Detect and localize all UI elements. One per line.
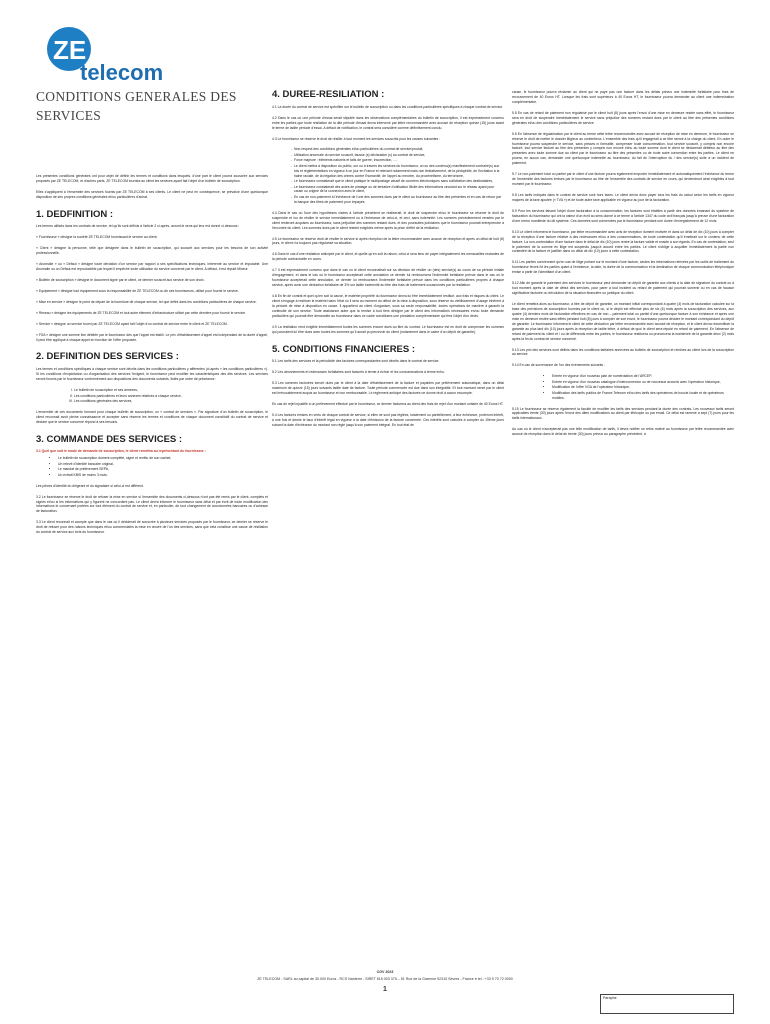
paragraph: 4.9 La résiliation rend exigible immédiatement toutes les sommes encore dues au titre du contrat. Le fournisseur est en droit de compenser les sommes qui pourraient lui être dues avec toutes les sommes qu'il aurait pu percevoir du client (notamment dans le cadre d'un dépôt de garantie). [272, 324, 504, 334]
ze-telecom-logo [36, 22, 186, 88]
paragraph: « Fournisseur » désigne la société ZE TELECOM fournissant le service au client. [36, 235, 158, 240]
list-item: II. Les conditions particulières et leurs annexes relatives à chaque service, [74, 394, 268, 399]
logo-letters: ZE [53, 35, 87, 65]
paragraph: « FSA » désigne une somme fixe débitée par le fournisseur dès que l'appel est établi. Le prix d'établissement d'appel est indépendant de la durée d'appel, il peut être appliqué à chaque appel en fonction de l'offre proposée. [36, 332, 268, 342]
list-item: • Entrée en vigueur d'un nouveau plan de numérotation de l'ARCEP, [552, 374, 734, 379]
paragraph: 4.2 Dans le cas où une période d'essai serait stipulée dans les observations complémentaires du bulletin de souscription, il est expressément convenu entre les parties que toute résiliation de la dite période d'essai devra intervenir par lettre recommandée avec accusé de réception quinze (15) jours avant le terme de ladite période d'essai. A défaut de notification, le contrat sera considéré comme définitivement conclu. [272, 115, 504, 130]
paragraph: « Réseau » désigne les équipements de ZE TELECOM et tout autre élément d'infrastructure utilisé par cette dernière pour fournir le service. [36, 310, 246, 315]
paraphe-box[interactable] [600, 994, 734, 1014]
list-item: III. Les conditions générales des services, [74, 399, 268, 404]
column-middle [272, 88, 504, 434]
paragraph: 5.6 En l'absence de régularisation par le client au terme cette lettre recommandée avec accusé de réception de mise en demeure, le fournisseur se réserve le droit de mettre le dossier litigieux au contentieux. L'ensemble des frais qu'il engagerait à ce titre seront à la charge du client. En outre le fournisseur pourra suspendre le service, sans préavis ni formalité, compenser toute consommation, tout service souscrit, y compris non encore facturé, tout service facturé au titre des présentes y compris non encore échu au toute somme dont le client se déclarerait débiteur au titre des présentes avec toute somme due au client par le fournisseur au titre des présentes ou de toute autre convention entre les parties. Le client ne pourra, en aucun cas, demander une quelconque indemnité au fournisseur, du fait de l'interruption du / des service(s) suite à un incident de paiement. [512, 131, 734, 166]
paragraph: 5.12 Afin de garantir le paiement des services le fournisseur peut demander un dépôt de garantie aux clients à la date de signature du contrat ou à tout moment après la date de début des services, pour parer à tout incident ou retard de paiement qui pourrait survenir ou en cas de hausse significative facturée ou dévolution de la situation financière ou juridique du client. [512, 281, 734, 296]
paragraph: 5.14 En cas de survenance de l'un des événements suivants : [512, 363, 606, 368]
paragraph: 4.3 Le fournisseur se réserve le droit de résilier à tout moment les services souscrits pour les causes suivantes : [272, 136, 441, 141]
list-item: • Entrée en vigueur d'un nouveau catalogue d'interconnexion ou de nouveaux accords avec l'opérateur historique, [552, 380, 734, 385]
paragraph: 5.9 Pour les services faisant l'objet d'une facturation à la consommation, les factures sont établies à partir des données émanant du système de facturation du fournisseur qui ont la valeur d'un écrit au sens donné à ce terme à l'article 1347 du code civil français jusqu'à preuve d'une facturation d'une erreur manifeste du dit système. Ces données sont conservées par le fournisseur pendant une durée d'enregistrement de 12 mois. [512, 208, 734, 223]
footer-address: ZE TELECOM - SARL au capital de 30.000 Euros - RCS Nanterre - SIRET 815 003 375 – 51 Rue de la Garenne 92310 Sèvres - France ● tel : +33 9 70 72 0000 [257, 977, 513, 981]
paragraph: 3.3 Le client reconnait et accepte que dans le cas où il déciderait de souscrire à plusieurs services proposés par le fournisseur, ce dernier se réserve le droit de refuser pour des raisons techniques et/ou commerciales la mise en œuvre de l'un des services, sans que cela constitue une cause de résiliation du contrat de service aux torts du fournisseur. [36, 520, 268, 535]
paragraph: 4.5 Le fournisseur se réserve droit de résilier le service si après réception de la lettre recommandée avec accusé de réception et après un délai de huit (8) jours, le client n'a toujours pas régularisé sa situation. [272, 236, 504, 246]
precedence-list [36, 388, 268, 404]
list-item: • Un extrait KBIS de moins 3 mois. [58, 473, 268, 478]
paragraph: En cas de rejet injustifié à un prélèvement effectué par le fournisseur, ce dernier facturera au client des frais de rejet d'un montant unitaire de 40 Euros HT. [272, 402, 504, 407]
list-item: - Utilisation anormale du service souscrit, fausse (s) déclaration (s) au contrat de service, [294, 153, 504, 158]
paragraph: 5.4 Les factures émises en vertu de chaque contrat de service, si elles ne sont pas réglées, totalement ou partiellement, à leur échéance, porteront intérêt, à une fois et demie le taux d'intérêt légal en vigueur à la date d'émission de la facture concernée. Ces intérêts sont calculés à compter du 15ème jours suivant la date d'échéance du montant non réglé jusqu'à son paiement intégral. En tout état de [272, 412, 504, 427]
paragraph: Les pièces d'identité du dirigeant et du signataire si celui-ci est différent. [36, 483, 144, 488]
paragraph: Le client remettra alors au fournisseur, à titre de dépôt de garantie, un montant initial correspondant à quatre (4) mois de facturation calculée sur la base des prévisions de souscription fournies par le client ou, si le dépôt est effectué plus de six (6) mois après la souscription des services, aux quatre (4) derniers mois de facturation effectives en cas de non – paiement total ou partiel d'une quelconque facture à son échéance et après une mise en demeure restée sans effets pendant huit (8) jours à compter de son envoi, le fournisseur pourra déduire le montant correspondant du dépôt de garantie. Le fournisseur informera le client de cette déduction par lettre recommandée avec accusé de réception, et le client devra reconstituer la garantie au plus tard dix (10) jours après la réception de ladite lettre, à défaut de quoi le client sera réputé en retard de paiement. En l'absence de retard de paiement du client et / ou de différends entre les parties, le fournisseur restituera ou prononcera la mainlevée de la garantie deux (2) mois après la fin du contrat de service concerné. [512, 302, 734, 341]
paragraph: 4.4 Dans le cas où l'une des hypothèses visées à l'article précédent se réaliserait, le droit de suspendre et/ou le fournisseur se réserve le droit de suspendre et /ou de résilier le service immédiatement ou à l'échéance de celui-ci, et ceci, sans indemnité. Les sommes précédemment versées par le client resteront acquises au fournisseur, sans préjudice des sommes restant dues, et des poursuites judiciaires que le fournisseur pourrait entreprendre à l'encontre du client. Les sommes dues par le client restent exigibles même après la prise d'effet de la résiliation. [272, 210, 504, 230]
paragraph: 5.3 Les sommes facturées seront dues par le client à la date d'établissement de la facture et payables par prélèvement automatique, dans un délai maximum de quinze (15) jours suivants ladite date de facture. Toute période commencée est due dans son intégralité. Et tout montant versé par le client est irrévocablement acquis au fournisseur et non remboursable. Le règlement anticipé des factures ne donne droit à aucun escompte. [272, 381, 504, 396]
paragraph: « Bulletin de souscription » désigne le document signé par le client, ce dernier souscrit aux service de son choix. [36, 277, 205, 282]
paragraph: cause, le fournisseur pourra réclamer au client qui ne paye pas une facture dans les délais prévus une indemnité forfaitaire pour frais de recouvrement de 40 Euros HT. Lorsque les frais sont supérieurs à 40 Euros HT, le fournisseur pourra demander au client une indemnisation complémentaire. [512, 90, 734, 104]
paragraph: « Anomalie » ou « Défaut » désigne toute déviation d'un service par rapport à ses spécifications techniques, inhérente au service et imputable. Une Anomalie ou un Défaut est reproductible par lequel il empêche toute utilisation du service concerné par le client. A défaut, il est réputé Mineur. [36, 262, 268, 271]
events-list [512, 374, 734, 400]
required-documents-list [36, 456, 268, 477]
list-item: - Le client mettra à disposition du public, sur ou à travers les services du fournisseur, un ou des contenu(s) manifestement contraire(s) aux lois et réglementations en vigueur à ce jour en France et relevant notamment mais non limitativement, de la pédophilie, de l'incitation à la haine raciale, de la négation des crimes contre l'humanité, de l'appel au meurtre, du proxénétisme, du terrorisme, [294, 164, 504, 179]
list-item: • Modification des tarifs publics de France Telecom et/ou des tarifs des opérateurs de boucle locale et de opérateurs mobiles. [552, 391, 734, 401]
paragraph: 5.10 Le client informera le fournisseur, par lettre recommandée avec avis de réception dument motivée et dans un délai de dix (10) jours à compter de la réception d'une facture relative à des redevances et/ou à des consommations, de toute contestation qu'il émettrait sur le contenu de cette facture. La non-contestation d'une facture dans le délai de dix (10) jours rentre la facture valide et exacte à son égards. En cas de contestation, seul le paiement de la somme en litige est suspendu jusqu'à accord entre les parties. Le client s'oblige à acquitter immédiatement la partie non contestée de la facture et justifier dans un délai de dix (10) jours à cette contestation. [512, 229, 734, 254]
paragraph: 5.1 Les tarifs des services et la périodicité des factures correspondantes sont décrits dans le contrat de service. [272, 359, 440, 364]
paragraph: 5.8 Les tarifs indiqués dans le contrat de service sont hors taxes. Le client devra donc payer tous les frais du calcul selon les tarifs en vigueur majorés de la taxe ajoutée (« TVA ») et de toute autre taxe applicable en vigueur au jour de la facturation. [512, 193, 734, 202]
paragraph: L'ensemble de ces documents formant pour chaque bulletin de souscription, un « contrat de services ». Par signature d'un bulletin de souscription, le client reconnait avoir pleine connaissance et accepter sans réserve les termes et conditions de chaque document constitutif du contrat de service et déclare que le service concerné répond à ses besoins. [36, 409, 268, 424]
intro-paragraph: Elles s'appliquent à l'ensemble des services fournis par ZE TELECOM à ses clients. Le client ne peut en conséquence, se prévaloir d'une quelconque disposition de ses propres conditions générales et/ou particulières d'achat. [36, 189, 268, 199]
list-item: - Le fournisseur constaterait des actes de piratage ou de tentative d'utilisation illicite des informations circulant sur le réseau ayant pour cause ou origine de la connexion avec le client, [294, 185, 504, 195]
document-title: CONDITIONS GENERALES DES SERVICES [36, 89, 237, 123]
list-item: • Un relevé d'identité bancaire original, [58, 462, 268, 467]
section-2-heading: 2. DEFINITION DES SERVICES : [36, 351, 179, 363]
logo-word: telecom [80, 60, 164, 85]
list-item: - Force majeure : éléments naturels et faits de guerre, insurrection, …, [294, 158, 504, 163]
column-right [512, 90, 734, 443]
paragraph: 5.11 Les parties conviennent qu'en cas de litige portant sur le montant d'une facture, seules les informations relevées par les outils de traitement du fournisseur feront foi les parties quant à l'existence, la date, la durée de la communication et la destination de chaque communication téléphonique émise à partir de l'identifiant d'un client. [512, 260, 734, 275]
paragraph: 4.8 En fin de contrat et quel qu'en soit la cause, le matériel propriété du fournisseur devra lui être immédiatement restitué, aux frais et risques du client. Le client s'engage à restituer le matériel dans l'état où il sera au moment du début de la mise à disposition, sous réserve du vieillissement d'usage inhérent à la période de mise à disposition en cause. Il appartient au client d'organiser, sous sa seule responsabilité, toutes opérations de manière à garantir la continuité de son service. Toute assistance autre que la remise à tout tiers désigné par le client des informations nécessaires en/ou toute demande particulière qui pourrait être demandée au fournisseur dans ce cadre constituera une prestation complémentaire qui fera l'objet d'un devis. [272, 294, 504, 318]
section-5-heading: 5. CONDITIONS FINANCIERES : [272, 343, 416, 355]
section-1-heading: 1. DEDFINITION : [36, 208, 114, 220]
paragraph: 5.2 Les abonnements et redevances forfaitaires sont facturés à terme à échoir et les consommations à terme échu. [272, 370, 445, 375]
intro-paragraph: Les présentes conditions générales ont pour objet de définir les termes et conditions dans lesquels, d'une part le client pourra souscrire aux services proposés par ZE TELECOM, et d'autres parts, ZE TELECOM fournira au client les services ayant fait l'objet d'un bulletin de souscription. [36, 173, 268, 183]
page-number: 1 [383, 986, 387, 993]
paragraph: 5.5 En cas de retard de paiement non régularisé par le client huit (8) jours après l'envoi d'une mise en demeure restée sans effet, le fournisseur sera en droit de suspendre immédiatement le service sans préjudice des sommes restant dues par le client au titre des présentes conditions générales et/ou des conditions particulières de service. [512, 110, 734, 125]
paragraph: « Client » désigne la personne, telle que désignée dans le bulletin de souscription, qui souscrit aux services pour les besoins de son activité professionnelle. [36, 246, 268, 256]
paraphe-label: Paraphe [603, 996, 617, 1000]
paragraph: 5.7 Le non-paiement total ou partiel par le client d'une facture pourra également emporter immédiatement et automatiquement l'échéance du terme de l'ensemble des factures émises par le fournisseur au titre de l'ensemble des contrats de service en cours, qui deviendront ainsi exigibles à tout moment par le fournisseur. [512, 172, 734, 187]
list-item: - Le fournisseur constaterait que le client pratique le multipostage abusif de courriers électroniques sans sollicitation des destinataires, [294, 179, 504, 184]
paragraph: Au cas où le client n'accepterait pas une telle modification de tarifs, il devra notifier un refus motivé au fournisseur par lettre recommandée avec accusé de réception dans le délai de trente (30) jours prévus au paragraphe précédent, à [512, 427, 734, 437]
paragraph: 4.1 La durée du contrat de service est spécifiée sur le bulletin de souscription ou dans les conditions particulières spécifiques à chaque contrat de service. [272, 104, 504, 109]
list-item: • Le bulletin de souscription dument complété, signé et revêtu de son cachet, [58, 456, 268, 461]
paragraph: Les termes utilisés dans les contrats de service, tel qu'ils sont définis à l'article 2 ci-après, auront le sens qui leur est donné ci-dessous : [36, 224, 240, 229]
termination-causes-list [272, 147, 504, 204]
paragraph: 5.15 Le fournisseur se réserve également la faculté de modifier les tarifs des services pendant la durée des contrats. Les nouveaux tarifs seront applicables trente (30) jours après l'envoi des dites modifications au client par télécopie ou par email. Ce délai est ramené à sept (7) jours pour les tarifs internationaux. [512, 406, 734, 421]
list-item: • Modification de l'offre VGA de l'opérateur historique, [552, 385, 734, 390]
list-item: - En cas de non-paiement à l'échéance de l'une des sommes dues par le client au fournisseur au titre des présentes et en cas de retour par la banque des titres de paiement pour impayés. [294, 195, 504, 205]
column-left [36, 88, 268, 541]
subsection-3-1: 3.1 Quel que soit le mode de demande de souscription, le client remettra au représentant du fournisseur : [36, 449, 206, 454]
paragraph: « Equipement » désigne tout équipement sous la responsabilité de ZE TELECOM ou de ses fournisseurs, utilisé pour fournir le service. [36, 288, 239, 293]
section-4-heading: 4. DUREE-RESILIATION : [272, 89, 385, 100]
paragraph: Les termes et conditions spécifiques à chaque service sont décrits dans les conditions particulières y afférentes (ci-après « les conditions particulières »). Si les conditions d'exploitation ou d'organisation des services l'exigent, le fournisseur peut modifier les caractéristiques des dits services. Les services seront fournis par le fournisseur conformément aux dispositions des documents suivants, listés par ordre de préséance : [36, 367, 268, 382]
section-3-heading: 3. COMMANDE DES SERVICES : [36, 433, 183, 445]
list-item: • Le mandat de prélèvement SEPA, [58, 467, 268, 472]
paragraph: « Mise en service » désigne le point de départ de la fourniture de chaque service, tel que défini dans les conditions particulières de chaque service. [36, 299, 257, 304]
paragraph: 4.6 Dans le cas d'une résiliation anticipée par le client, et quelle qu'en soit la raison, celui-ci sera tenu de payer intégralement les mensualités restantes de la période contractuelle en cours. [272, 252, 504, 262]
list-item: I. Le bulletin de souscription et ses annexes, [74, 388, 268, 393]
footer-cgv: CGV 2023 [376, 970, 394, 974]
paragraph: 5.13 Les prix des services sont définis dans les conditions tarifaires annexées au bulletin de souscription et remises au client lors de la souscription au service. [512, 347, 734, 357]
paragraph: « Service » désigne un service fourni par ZE TELECOM ayant fait l'objet d'un contrat de service entre le client et ZE TELECOM. [36, 321, 228, 326]
list-item: - Non-respect des conditions générales et/ou particulières du contrat de service/produit, [294, 147, 504, 152]
paragraph: 4.7 Il est expressément convenu que dans le cas où le client reconnaitrait sur sa décision de résilier un (des) service(s) au cours de sa période initiale d'engagement, et dans le cas où le fournisseur accepterait cette annulation ce dernier lui remboursera l'indemnité forfaitaire prévue dans le cas où le fournisseur accepterait cette annulation, ce dernier lui remboursera l'indemnité forfaitaire prévue dans les conditions particulières propres à chaque service, après avoir une déduction forfaitaire de 3% sur ladite indemnité au titre des frais de traitement occasionnés par la résiliation. [272, 268, 504, 288]
paragraph: 3.2 Le fournisseur se réserve le droit de refuser la mise en service si l'ensemble des documents ci-dessous n'ont pas été remis par le client, complets et signés et/ou si les informations qui y figurent ne concordent pas. Le client devra informer le fournisseur sans délai et par écrit de toute modification des informations le concernant portées sur tout élément du contrat de service et, en particulier, de tout changement de coordonnées bancaires ou d'adresse de facturation. [36, 494, 268, 514]
